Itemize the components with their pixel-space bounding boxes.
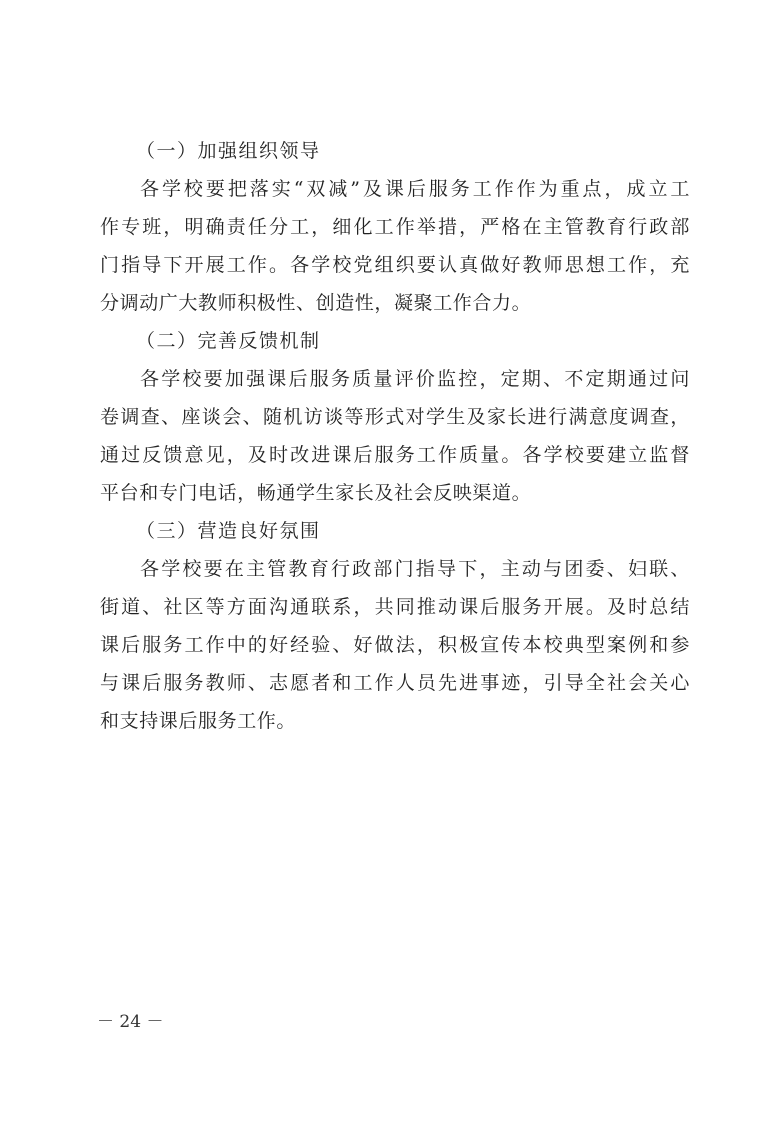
paragraph-line: 通过反馈意见，及时改进课后服务工作质量。各学校要建立监督	[100, 444, 690, 466]
paragraph-line: 各学校要加强课后服务质量评价监控，定期、不定期通过问	[140, 368, 690, 390]
section-heading-3: （三）营造良好氛围	[136, 520, 321, 542]
section-paragraph-3	[100, 550, 690, 740]
paragraph-line: 街道、社区等方面沟通联系，共同推动课后服务开展。及时总结	[100, 596, 690, 618]
section-heading-1: （一）加强组织领导	[136, 140, 321, 162]
paragraph-line: 作专班，明确责任分工，细化工作举措，严格在主管教育行政部	[100, 216, 690, 238]
page-number: － 24 －	[97, 1012, 164, 1032]
section-paragraph-1	[100, 170, 690, 322]
paragraph-line: 分调动广大教师积极性、创造性，凝聚工作合力。	[100, 292, 532, 314]
paragraph-line: 各学校要把落实“双减”及课后服务工作作为重点，成立工	[140, 178, 690, 200]
paragraph-line: 和支持课后服务工作。	[100, 710, 297, 732]
section-heading-2: （二）完善反馈机制	[136, 330, 321, 352]
paragraph-line: 课后服务工作中的好经验、好做法，积极宣传本校典型案例和参	[100, 634, 690, 656]
paragraph-line: 各学校要在主管教育行政部门指导下，主动与团委、妇联、	[140, 558, 690, 580]
paragraph-line: 与课后服务教师、志愿者和工作人员先进事迹，引导全社会关心	[100, 672, 690, 694]
paragraph-line: 门指导下开展工作。各学校党组织要认真做好教师思想工作，充	[100, 254, 690, 276]
paragraph-line: 卷调查、座谈会、随机访谈等形式对学生及家长进行满意度调查，	[100, 406, 690, 428]
section-paragraph-2	[100, 360, 690, 512]
paragraph-line: 平台和专门电话，畅通学生家长及社会反映渠道。	[100, 482, 532, 504]
document-body	[100, 132, 690, 740]
